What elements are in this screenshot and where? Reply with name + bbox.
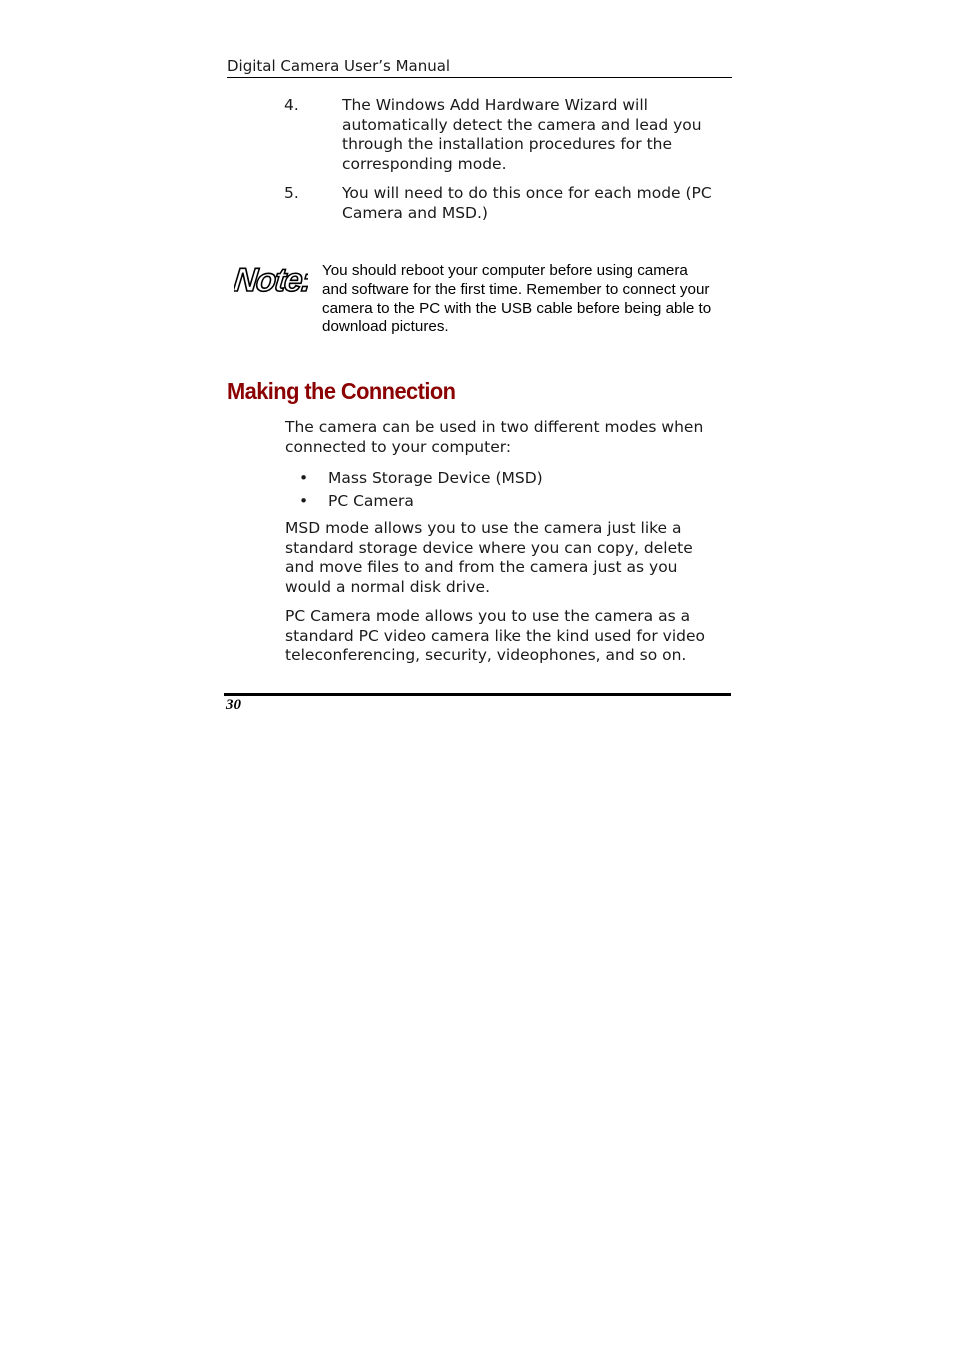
- msd-paragraph: MSD mode allows you to use the camera just like a standard storage device where you can copy, delete and move files to and from the camera just as you would a normal disk drive.: [285, 519, 693, 597]
- note-text: You should reboot your computer before using camera and software for the first time. Remember to connect your camera to the PC with the USB cable before being able to download pictures.: [322, 262, 712, 336]
- step-number: 5.: [284, 184, 299, 202]
- page-number: 30: [226, 697, 241, 713]
- intro-paragraph: The camera can be used in two different modes when connected to your computer:: [285, 418, 704, 456]
- footer-rule: [224, 693, 731, 696]
- step-text: You will need to do this once for each mode (PC Camera and MSD.): [342, 184, 712, 222]
- step-text: The Windows Add Hardware Wizard will automatically detect the camera and lead you through the installation procedures for the corresponding mode.: [342, 96, 702, 174]
- bullet-dot-icon: •: [299, 492, 309, 510]
- list-item-label: Mass Storage Device (MSD): [328, 469, 543, 487]
- note-logo-icon: [234, 259, 308, 303]
- list-item: [285, 490, 543, 513]
- section-title: Making the Connection: [227, 378, 456, 404]
- bullet-dot-icon: •: [299, 469, 309, 487]
- mode-list: [285, 467, 543, 513]
- list-item: [285, 467, 543, 490]
- pc-camera-paragraph: PC Camera mode allows you to use the camera as a standard PC video camera like the kind used for video teleconferencing, security, videophones, and so on.: [285, 607, 706, 665]
- running-header: Digital Camera User’s Manual: [227, 57, 732, 78]
- list-item-label: PC Camera: [328, 492, 414, 510]
- step-number: 4.: [284, 96, 299, 114]
- note-label: Note:: [234, 262, 308, 299]
